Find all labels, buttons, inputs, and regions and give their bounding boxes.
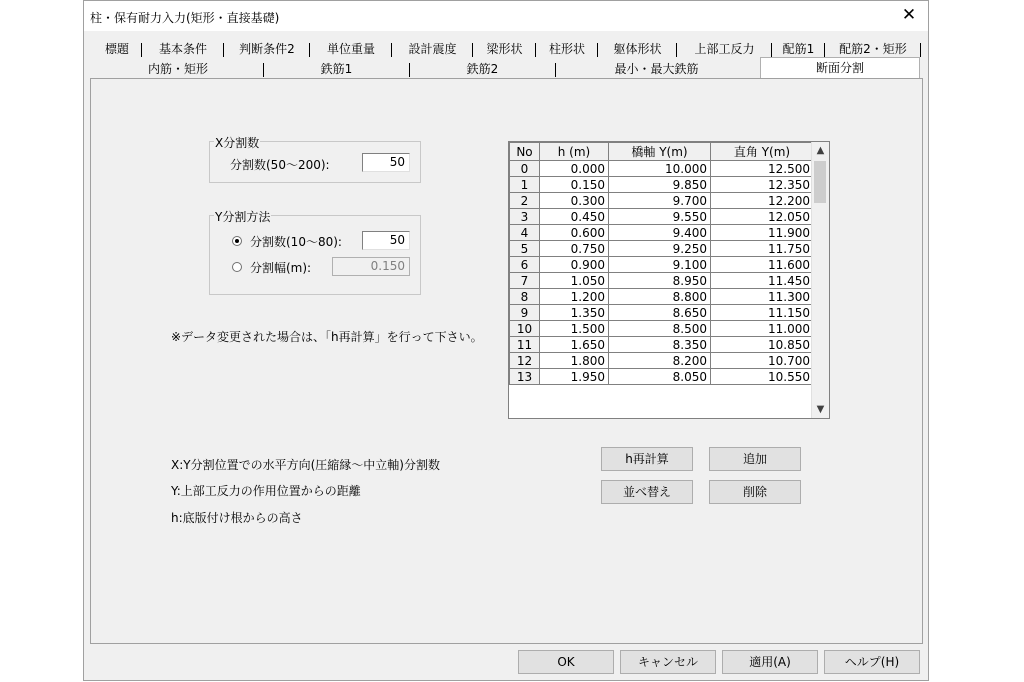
table-cell[interactable]: 0.450 [540,209,609,225]
table-cell[interactable]: 1.800 [540,353,609,369]
table-cell[interactable]: 9.700 [609,193,711,209]
cancel-button[interactable]: キャンセル [620,650,716,674]
table-cell[interactable]: 1.650 [540,337,609,353]
table-cell[interactable]: 9.100 [609,257,711,273]
tab-separator [223,43,224,57]
tab-r1-8[interactable]: 上部工反力 [694,42,755,56]
row-number-cell: 12 [510,353,540,369]
y-division-count-input[interactable]: 50 [362,231,410,250]
y-division-width-radio[interactable] [232,262,242,272]
grid-vertical-scrollbar[interactable] [811,142,829,418]
table-cell[interactable]: 0.900 [540,257,609,273]
recalc-h-button[interactable]: h再計算 [601,447,693,471]
tab-separator [263,63,264,77]
table-row[interactable] [510,321,814,337]
row-number-cell: 6 [510,257,540,273]
x-division-count-input[interactable]: 50 [362,153,410,172]
y-division-count-radio[interactable] [232,236,242,246]
help-button[interactable]: ヘルプ(H) [824,650,920,674]
table-cell[interactable]: 9.550 [609,209,711,225]
column-header[interactable]: No [510,143,540,161]
table-cell[interactable]: 11.000 [711,321,814,337]
table-cell[interactable]: 8.050 [609,369,711,385]
tab-separator [920,43,921,57]
x-division-count-label: 分割数(50～200): [230,158,330,172]
row-number-cell: 7 [510,273,540,289]
y-division-count-label: 分割数(10～80): [250,235,342,249]
tab-r1-2[interactable]: 判断条件2 [239,42,295,56]
table-cell[interactable]: 1.350 [540,305,609,321]
tab-r1-6[interactable]: 柱形状 [548,42,585,56]
add-button[interactable]: 追加 [709,447,801,471]
table-row[interactable] [510,177,814,193]
close-icon[interactable]: ✕ [901,5,917,25]
table-row[interactable] [510,273,814,289]
table-cell[interactable]: 9.400 [609,225,711,241]
table-row[interactable] [510,193,814,209]
tab-r1-4[interactable]: 設計震度 [408,42,457,56]
table-cell[interactable]: 0.150 [540,177,609,193]
table-cell[interactable]: 10.550 [711,369,814,385]
table-cell[interactable]: 10.850 [711,337,814,353]
table-row[interactable] [510,353,814,369]
tab-separator [391,43,392,57]
table-row[interactable] [510,305,814,321]
x-group-title: X分割数 [215,136,260,150]
legend-x: X:Y分割位置での水平方向(圧縮縁～中立軸)分割数 [171,458,440,472]
scroll-down-icon[interactable]: ▼ [816,404,825,415]
table-cell[interactable]: 12.500 [711,161,814,177]
table-cell[interactable]: 1.050 [540,273,609,289]
tab-row-2 [84,60,928,78]
tab-separator [409,63,410,77]
legend-y: Y:上部工反力の作用位置からの距離 [171,484,361,498]
tab-separator [555,63,556,77]
x-division-group [209,136,421,183]
row-number-cell: 1 [510,177,540,193]
row-number-cell: 5 [510,241,540,257]
column-header[interactable]: 直角 Y(m) [711,143,814,161]
legend-h: h:底版付け根からの高さ [171,511,303,525]
tab-separator [771,43,772,57]
row-number-cell: 0 [510,161,540,177]
tab-r1-3[interactable]: 単位重量 [326,42,375,56]
column-header[interactable]: 橋軸 Y(m) [609,143,711,161]
scroll-up-icon[interactable]: ▲ [816,145,825,156]
table-row[interactable] [510,161,814,177]
y-division-width-label: 分割幅(m): [250,261,312,275]
scroll-thumb[interactable] [814,161,826,203]
table-cell[interactable]: 9.250 [609,241,711,257]
row-number-cell: 8 [510,289,540,305]
apply-button[interactable]: 適用(A) [722,650,818,674]
tab-r1-1[interactable]: 基本条件 [158,42,207,56]
tab-separator [824,43,825,57]
table-cell[interactable]: 0.750 [540,241,609,257]
table-cell[interactable]: 12.050 [711,209,814,225]
table-cell[interactable]: 8.350 [609,337,711,353]
tab-r2-1[interactable]: 鉄筋1 [320,62,353,76]
table-row[interactable] [510,257,814,273]
y-group-title: Y分割方法 [215,210,271,224]
table-cell[interactable]: 12.200 [711,193,814,209]
table-cell[interactable]: 0.000 [540,161,609,177]
tab-r1-5[interactable]: 梁形状 [486,42,523,56]
row-number-cell: 10 [510,321,540,337]
tab-separator [676,43,677,57]
table-cell[interactable]: 1.950 [540,369,609,385]
table-cell[interactable]: 1.200 [540,289,609,305]
table-cell[interactable]: 8.800 [609,289,711,305]
table-cell[interactable]: 8.500 [609,321,711,337]
delete-button[interactable]: 削除 [709,480,801,504]
tab-separator [597,43,598,57]
table-cell[interactable]: 10.000 [609,161,711,177]
tab-separator [309,43,310,57]
table-row[interactable] [510,225,814,241]
section-division-grid[interactable] [508,141,830,419]
table-cell[interactable]: 8.200 [609,353,711,369]
table-cell[interactable]: 0.300 [540,193,609,209]
y-division-group [209,210,421,295]
table-cell[interactable]: 0.600 [540,225,609,241]
title-bar [84,1,928,31]
table-cell[interactable]: 8.950 [609,273,711,289]
table-cell[interactable]: 11.450 [711,273,814,289]
table-cell[interactable]: 1.500 [540,321,609,337]
table-cell[interactable]: 8.650 [609,305,711,321]
tab-r2-2[interactable]: 鉄筋2 [466,62,499,76]
ok-button[interactable]: OK [518,650,614,674]
tab-r1-0[interactable]: 標題 [104,42,129,56]
table-header-row [510,143,814,161]
table-row[interactable] [510,369,814,385]
window-title: 柱・保有耐力入力(矩形・直接基礎) [90,11,280,25]
row-number-cell: 3 [510,209,540,225]
table-row[interactable] [510,289,814,305]
recalc-note: ※データ変更された場合は、「h再計算」を行って下さい。 [171,330,483,344]
tab-separator [141,43,142,57]
tab-r2-0[interactable]: 内筋・矩形 [147,62,208,76]
table-cell[interactable]: 11.900 [711,225,814,241]
table-cell[interactable]: 9.850 [609,177,711,193]
table-cell[interactable]: 11.150 [711,305,814,321]
table-row[interactable] [510,209,814,225]
y-division-width-input[interactable]: 0.150 [332,257,410,276]
tab-r1-9[interactable]: 配筋1 [782,42,815,56]
table-row[interactable] [510,241,814,257]
row-number-cell: 9 [510,305,540,321]
row-number-cell: 13 [510,369,540,385]
tab-separator [472,43,473,57]
row-number-cell: 11 [510,337,540,353]
table-cell[interactable]: 11.600 [711,257,814,273]
column-header[interactable]: h (m) [540,143,609,161]
table-cell[interactable]: 11.300 [711,289,814,305]
tab-r1-7[interactable]: 躯体形状 [613,42,662,56]
row-number-cell: 2 [510,193,540,209]
tab-row-1 [84,40,928,58]
sort-button[interactable]: 並べ替え [601,480,693,504]
tab-r2-4[interactable]: 断面分割 [760,57,920,79]
tab-separator [535,43,536,57]
table-cell[interactable]: 10.700 [711,353,814,369]
table-cell[interactable]: 11.750 [711,241,814,257]
row-number-cell: 4 [510,225,540,241]
table-cell[interactable]: 12.350 [711,177,814,193]
tab-r2-3[interactable]: 最小・最大鉄筋 [614,62,699,76]
data-table [509,142,814,385]
tab-r1-10[interactable]: 配筋2・矩形 [839,42,907,56]
table-row[interactable] [510,337,814,353]
